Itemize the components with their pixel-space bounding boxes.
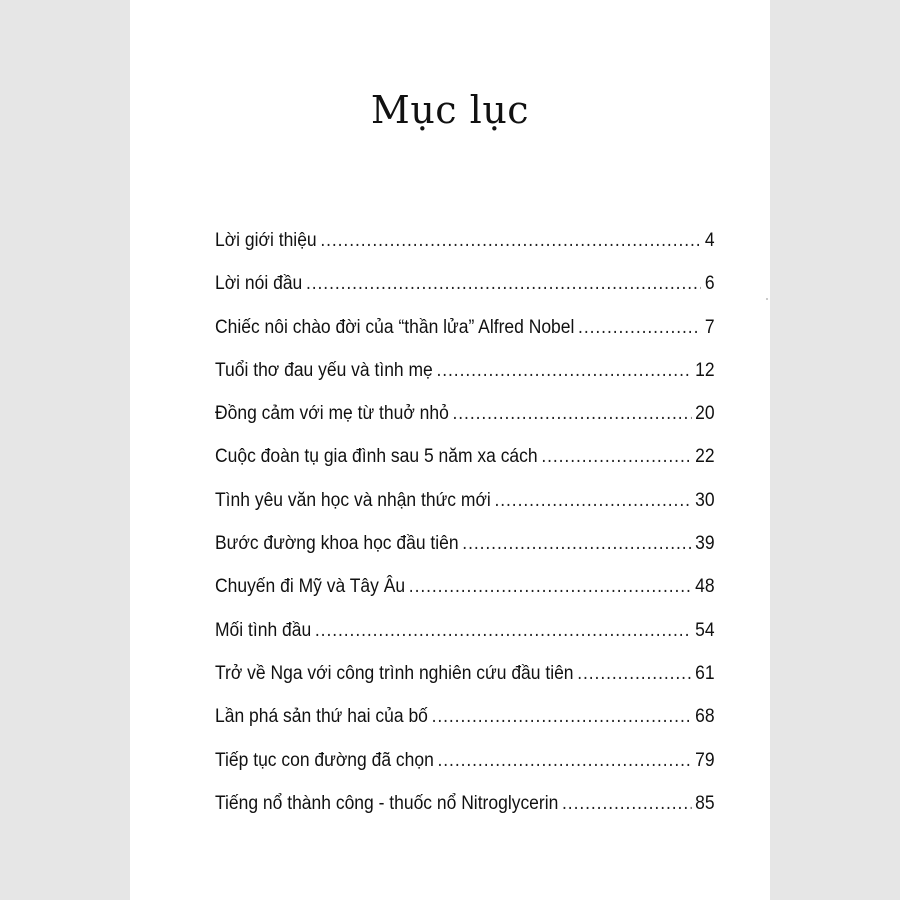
dot-leader xyxy=(452,403,691,425)
toc-entry-page: 7 xyxy=(704,316,715,338)
dot-leader xyxy=(432,706,692,728)
toc-entry-title: Bước đường khoa học đầu tiên xyxy=(215,533,459,555)
toc-entry-title: Chuyến đi Mỹ và Tây Âu xyxy=(215,576,406,598)
toc-entry-title: Mối tình đầu xyxy=(215,619,312,641)
toc-entry xyxy=(215,576,715,619)
toc-entry xyxy=(215,360,715,403)
toc-entry xyxy=(215,490,715,533)
dot-leader xyxy=(494,490,691,512)
toc-entry-page: 79 xyxy=(695,749,715,771)
toc-entry-page: 54 xyxy=(695,619,715,641)
paper-speck xyxy=(766,298,768,300)
dot-leader xyxy=(306,273,701,295)
dot-leader xyxy=(541,446,691,468)
dot-leader xyxy=(315,620,692,642)
dot-leader xyxy=(577,663,691,685)
toc-entry-page: 61 xyxy=(695,662,715,684)
toc-entry-title: Tuổi thơ đau yếu và tình mẹ xyxy=(215,359,433,381)
toc-entry-title: Cuộc đoàn tụ gia đình sau 5 năm xa cách xyxy=(215,446,538,468)
toc-entry-page: 30 xyxy=(695,489,715,511)
book-page xyxy=(130,0,770,900)
toc-entry-title: Tiếng nổ thành công - thuốc nổ Nitroglycerin xyxy=(215,792,559,814)
toc-entry-page: 48 xyxy=(695,576,715,598)
toc-entry xyxy=(215,533,715,576)
dot-leader xyxy=(436,360,691,382)
dot-leader xyxy=(462,533,691,555)
toc-entry xyxy=(215,446,715,489)
toc-entry-page: 4 xyxy=(704,230,715,251)
toc-entry-title: Trở về Nga với công trình nghiên cứu đầu tiên xyxy=(215,662,574,684)
toc-entry xyxy=(215,403,715,446)
toc-entry xyxy=(215,750,715,793)
toc-entry-page: 12 xyxy=(695,359,715,381)
toc-entry xyxy=(215,230,715,273)
toc-entry xyxy=(215,706,715,749)
toc-entry-title: Lời giới thiệu xyxy=(215,230,317,251)
toc-entry xyxy=(215,620,715,663)
toc-entry-title: Tình yêu văn học và nhận thức mới xyxy=(215,489,491,511)
toc-entry xyxy=(215,663,715,706)
toc-entry xyxy=(215,273,715,316)
toc-entry-title: Lời nói đầu xyxy=(215,273,303,295)
toc-entry-page: 22 xyxy=(695,446,715,468)
toc-entry-title: Chiếc nôi chào đời của “thần lửa” Alfred Nobel xyxy=(215,316,575,338)
page-title: Mục lục xyxy=(370,88,530,132)
toc-entry-page: 39 xyxy=(695,533,715,555)
table-of-contents xyxy=(215,230,715,836)
toc-entry-page: 20 xyxy=(695,403,715,425)
toc-entry-title: Tiếp tục con đường đã chọn xyxy=(215,749,434,771)
dot-leader xyxy=(409,576,692,598)
dot-leader xyxy=(578,317,701,339)
dot-leader xyxy=(320,230,701,252)
toc-entry-page: 6 xyxy=(704,273,715,295)
toc-entry xyxy=(215,793,715,836)
toc-entry-title: Đồng cảm với mẹ từ thuở nhỏ xyxy=(215,403,449,425)
dot-leader xyxy=(437,750,691,772)
toc-entry-page: 68 xyxy=(695,706,715,728)
toc-entry-title: Lần phá sản thứ hai của bố xyxy=(215,706,428,728)
toc-entry-page: 85 xyxy=(695,792,715,814)
toc-entry xyxy=(215,317,715,360)
dot-leader xyxy=(562,793,691,815)
